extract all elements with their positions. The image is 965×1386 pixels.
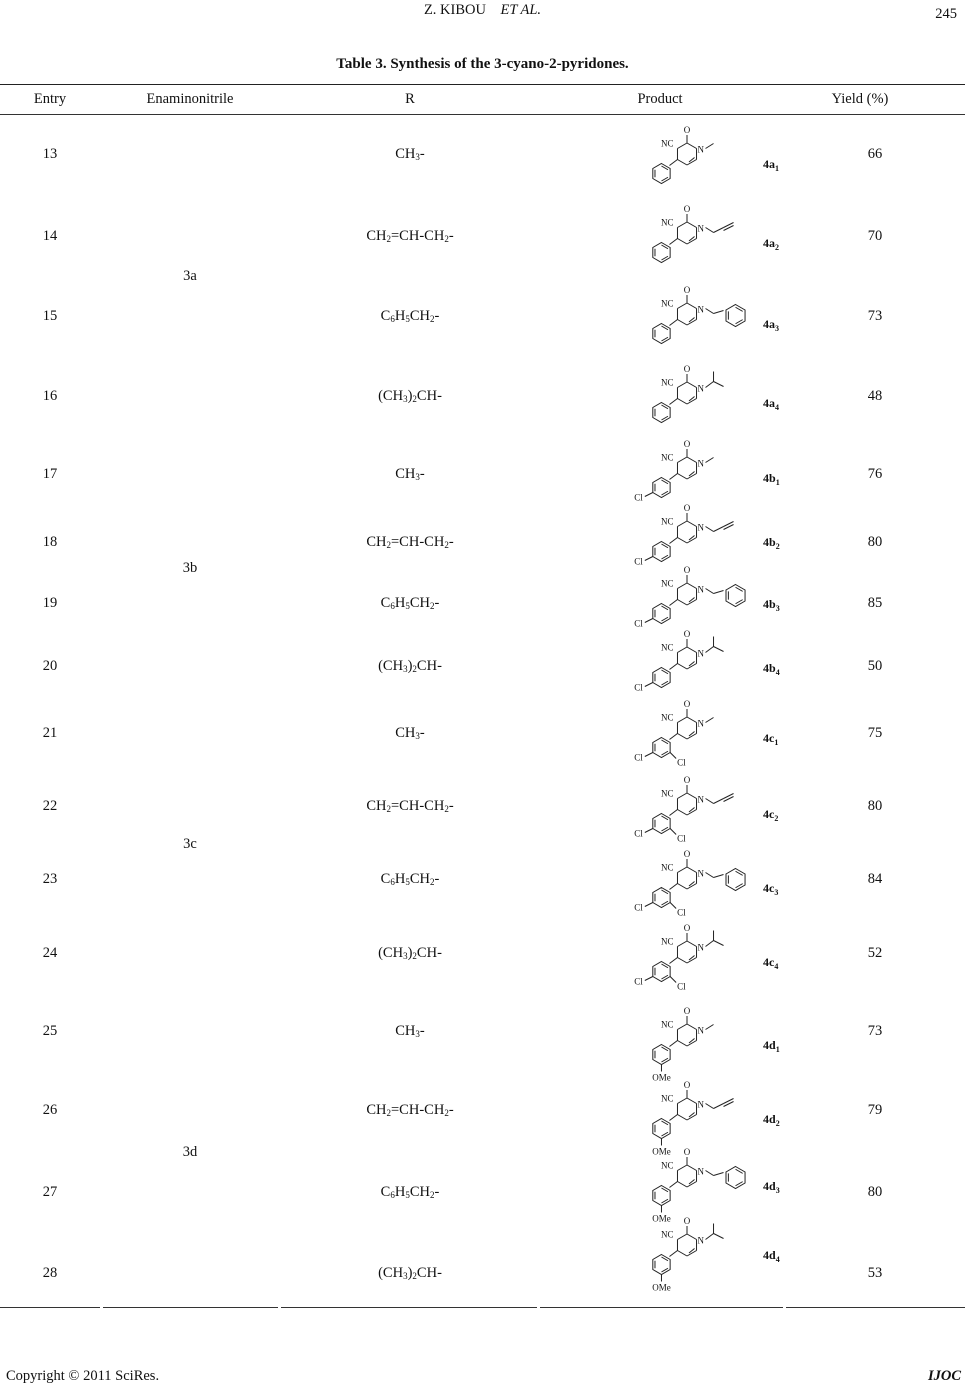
entry-cell: 15 bbox=[42, 308, 58, 324]
table-header-rule bbox=[0, 114, 965, 115]
ring-bond bbox=[687, 1098, 697, 1104]
ring-bond bbox=[677, 1098, 687, 1104]
ring-bond bbox=[677, 538, 687, 544]
yield-cell: 79 bbox=[867, 1102, 883, 1118]
compound-label: $4d_1$ bbox=[763, 1038, 780, 1054]
compound-label-subscript: 1 bbox=[774, 738, 779, 747]
nitrile-label: NC bbox=[660, 788, 674, 799]
nitrile-label: NC bbox=[660, 1093, 674, 1104]
product-structure bbox=[605, 560, 795, 632]
compound-label: $4b_3$ bbox=[763, 597, 780, 613]
compound-label-subscript: 2 bbox=[775, 1119, 780, 1128]
aryl-bond bbox=[669, 320, 677, 326]
nitrile-label: NC bbox=[660, 298, 674, 309]
yield-cell: 53 bbox=[867, 1265, 883, 1281]
r-group-cell: $CH_2=CH-CH_2-$ bbox=[366, 534, 454, 550]
ring-bond bbox=[677, 222, 687, 228]
enaminonitrile-cell: 3b bbox=[182, 560, 198, 576]
ring-bond bbox=[677, 583, 687, 589]
yield-cell: 50 bbox=[867, 658, 883, 674]
compound-label: $4b_4$ bbox=[763, 661, 780, 677]
nitrogen-atom-label: N bbox=[697, 794, 705, 805]
methoxy-label: OMe bbox=[652, 1146, 671, 1157]
ring-bond bbox=[677, 793, 687, 799]
compound-label-subscript: 3 bbox=[774, 888, 779, 897]
ring-bond bbox=[677, 1165, 687, 1171]
compound-label-subscript: 4 bbox=[775, 1255, 780, 1264]
isopropyl-bond bbox=[714, 647, 724, 652]
chlorine-atom-label: Cl bbox=[634, 492, 643, 503]
entry-cell: 27 bbox=[42, 1184, 58, 1200]
aryl-bond bbox=[669, 1041, 677, 1047]
chloro-bond bbox=[645, 903, 653, 907]
ring-bond bbox=[677, 143, 687, 149]
isopropyl-bond bbox=[706, 941, 714, 947]
compound-label: $4d_3$ bbox=[763, 1179, 780, 1195]
aryl-bond bbox=[669, 1251, 677, 1257]
ring-bond bbox=[677, 664, 687, 670]
r-group-cell: $CH_2=CH-CH_2-$ bbox=[366, 228, 454, 244]
ring-bond bbox=[677, 160, 687, 166]
chloro-bond bbox=[670, 977, 676, 983]
journal-name: IJOC bbox=[927, 1368, 961, 1384]
nitrogen-atom-label: N bbox=[697, 648, 705, 659]
methyl-bond bbox=[706, 144, 714, 149]
benzyl-bond bbox=[706, 589, 714, 594]
nitrile-label: NC bbox=[660, 1019, 674, 1030]
ring-bond bbox=[687, 303, 697, 309]
chloro-bond bbox=[645, 977, 653, 981]
compound-label: $4a_1$ bbox=[763, 157, 779, 173]
yield-cell: 76 bbox=[867, 466, 883, 482]
compound-label: $4a_3$ bbox=[763, 317, 779, 333]
ring-bond bbox=[677, 1234, 687, 1240]
oxygen-atom-label: O bbox=[683, 565, 691, 575]
enaminonitrile-cell: 3a bbox=[183, 268, 197, 284]
aryl-bond bbox=[669, 664, 677, 670]
nitrogen-atom-label: N bbox=[697, 383, 705, 394]
enaminonitrile-cell: 3c bbox=[183, 836, 197, 852]
r-group-cell: $CH_2=CH-CH_2-$ bbox=[366, 1102, 454, 1118]
oxygen-atom-label: O bbox=[683, 125, 691, 135]
r-group-cell: $C_6H_5CH_2-$ bbox=[380, 595, 440, 611]
nitrile-label: NC bbox=[660, 1229, 674, 1240]
nitrogen-atom-label: N bbox=[697, 1166, 705, 1177]
aryl-bond bbox=[669, 538, 677, 544]
compound-label-subscript: 4 bbox=[774, 962, 779, 971]
product-structure bbox=[605, 1211, 795, 1293]
ring-bond bbox=[677, 941, 687, 947]
nitrile-label: NC bbox=[660, 516, 674, 527]
nitrogen-atom-label: N bbox=[697, 584, 705, 595]
r-group-cell: $(CH_3)_2CH-$ bbox=[378, 658, 442, 674]
product-structure bbox=[605, 844, 795, 916]
ring-bond bbox=[677, 1251, 687, 1257]
aryl-bond bbox=[669, 600, 677, 606]
isopropyl-bond bbox=[714, 1234, 724, 1239]
oxygen-atom-label: O bbox=[683, 629, 691, 639]
compound-label-subscript: 1 bbox=[775, 164, 779, 173]
entry-cell: 18 bbox=[42, 534, 58, 550]
oxygen-atom-label: O bbox=[683, 923, 691, 933]
yield-cell: 70 bbox=[867, 228, 883, 244]
nitrogen-atom-label: N bbox=[697, 223, 705, 234]
nitrogen-atom-label: N bbox=[697, 942, 705, 953]
col-header-yield: Yield (%) bbox=[831, 91, 889, 107]
ring-bond bbox=[677, 1115, 687, 1121]
methyl-bond bbox=[706, 458, 714, 463]
methyl-bond bbox=[706, 1025, 714, 1030]
yield-cell: 48 bbox=[867, 388, 883, 404]
nitrogen-atom-label: N bbox=[697, 1025, 705, 1036]
allyl-bond bbox=[714, 527, 724, 532]
isopropyl-bond bbox=[706, 647, 714, 653]
entry-cell: 19 bbox=[42, 595, 58, 611]
ring-bond bbox=[687, 1234, 697, 1240]
yield-cell: 80 bbox=[867, 1184, 883, 1200]
table-bottom-rule bbox=[103, 1307, 278, 1308]
chlorine-atom-label: Cl bbox=[634, 902, 643, 913]
compound-label-subscript: 3 bbox=[775, 324, 779, 333]
col-header-entry: Entry bbox=[33, 91, 67, 107]
benzyl-bond bbox=[706, 873, 714, 878]
nitrogen-atom-label: N bbox=[697, 144, 705, 155]
compound-label: $4c_1$ bbox=[763, 731, 779, 747]
enaminonitrile-cell: 3d bbox=[182, 1144, 198, 1160]
yield-cell: 52 bbox=[867, 945, 883, 961]
ring-bond bbox=[687, 222, 697, 228]
aryl-bond bbox=[669, 239, 677, 245]
entry-cell: 24 bbox=[42, 945, 58, 961]
compound-label: $4d_2$ bbox=[763, 1112, 780, 1128]
benzyl-bond bbox=[714, 311, 724, 314]
benzyl-bond bbox=[714, 1173, 724, 1176]
isopropyl-bond bbox=[714, 382, 724, 387]
ring-bond bbox=[677, 457, 687, 463]
nitrile-label: NC bbox=[660, 862, 674, 873]
nitrile-label: NC bbox=[660, 936, 674, 947]
ring-bond bbox=[687, 793, 697, 799]
ring-bond bbox=[687, 457, 697, 463]
nitrogen-atom-label: N bbox=[697, 1099, 705, 1110]
chloro-bond bbox=[645, 493, 653, 497]
chlorine-atom-label: Cl bbox=[634, 976, 643, 987]
chloro-bond bbox=[670, 903, 676, 909]
aryl-bond bbox=[669, 1115, 677, 1121]
compound-label-subscript: 1 bbox=[775, 478, 780, 487]
entry-cell: 28 bbox=[42, 1265, 58, 1281]
ring-bond bbox=[687, 521, 697, 527]
product-structure bbox=[605, 120, 795, 192]
nitrogen-atom-label: N bbox=[697, 458, 705, 469]
r-group-cell: $C_6H_5CH_2-$ bbox=[380, 871, 440, 887]
product-structure bbox=[605, 359, 795, 431]
oxygen-atom-label: O bbox=[683, 1080, 691, 1090]
ring-bond bbox=[677, 884, 687, 890]
oxygen-atom-label: O bbox=[683, 204, 691, 214]
allyl-bond bbox=[706, 799, 714, 804]
oxygen-atom-label: O bbox=[683, 849, 691, 859]
yield-cell: 73 bbox=[867, 1023, 883, 1039]
aryl-bond bbox=[669, 734, 677, 740]
entry-cell: 25 bbox=[42, 1023, 58, 1039]
nitrogen-atom-label: N bbox=[697, 522, 705, 533]
oxygen-atom-label: O bbox=[683, 285, 691, 295]
chlorine-atom-label: Cl bbox=[677, 757, 686, 768]
compound-label-subscript: 2 bbox=[774, 814, 779, 823]
chlorine-atom-label: Cl bbox=[634, 556, 643, 567]
isopropyl-bond bbox=[714, 941, 724, 946]
compound-label: $4a_2$ bbox=[763, 236, 779, 252]
compound-label-subscript: 3 bbox=[775, 604, 780, 613]
nitrile-label: NC bbox=[660, 1160, 674, 1171]
yield-cell: 85 bbox=[867, 595, 883, 611]
product-structure bbox=[605, 770, 795, 842]
nitrile-label: NC bbox=[660, 578, 674, 589]
yield-cell: 80 bbox=[867, 534, 883, 550]
product-structure bbox=[605, 199, 795, 271]
allyl-bond bbox=[714, 228, 724, 233]
product-structure bbox=[605, 280, 795, 352]
aryl-bond bbox=[669, 160, 677, 166]
compound-label-subscript: 4 bbox=[775, 668, 780, 677]
isopropyl-bond bbox=[706, 382, 714, 388]
nitrile-label: NC bbox=[660, 642, 674, 653]
ring-bond bbox=[677, 474, 687, 480]
entry-cell: 21 bbox=[42, 725, 58, 741]
r-group-cell: $CH_3-$ bbox=[395, 1023, 425, 1039]
ring-bond bbox=[687, 1024, 697, 1030]
copyright-notice: Copyright © 2011 SciRes. bbox=[6, 1368, 160, 1384]
compound-label-subscript: 2 bbox=[775, 542, 780, 551]
ring-bond bbox=[687, 143, 697, 149]
chlorine-atom-label: Cl bbox=[634, 618, 643, 629]
ring-bond bbox=[677, 958, 687, 964]
methoxy-label: OMe bbox=[652, 1213, 671, 1224]
methoxy-label: OMe bbox=[652, 1282, 671, 1293]
chlorine-atom-label: Cl bbox=[677, 981, 686, 992]
chloro-bond bbox=[645, 683, 653, 687]
table-top-rule bbox=[0, 84, 965, 85]
nitrile-label: NC bbox=[660, 138, 674, 149]
nitrile-label: NC bbox=[660, 452, 674, 463]
ring-bond bbox=[687, 583, 697, 589]
benzyl-bond bbox=[706, 1171, 714, 1176]
chlorine-atom-label: Cl bbox=[677, 833, 686, 844]
product-structure bbox=[605, 694, 795, 766]
compound-label: $4d_4$ bbox=[763, 1248, 780, 1264]
nitrogen-atom-label: N bbox=[697, 304, 705, 315]
compound-label-subscript: 4 bbox=[775, 403, 779, 412]
ring-bond bbox=[677, 717, 687, 723]
ring-bond bbox=[677, 1182, 687, 1188]
benzyl-bond bbox=[706, 309, 714, 314]
ring-bond bbox=[677, 1041, 687, 1047]
ring-bond bbox=[677, 1024, 687, 1030]
ring-bond bbox=[677, 734, 687, 740]
oxygen-atom-label: O bbox=[683, 699, 691, 709]
entry-cell: 13 bbox=[42, 146, 58, 162]
nitrogen-atom-label: N bbox=[697, 718, 705, 729]
ring-bond bbox=[677, 600, 687, 606]
ring-bond bbox=[677, 239, 687, 245]
ring-bond bbox=[687, 717, 697, 723]
table-caption: Table 3. Synthesis of the 3-cyano-2-pyridones. bbox=[336, 56, 629, 72]
yield-cell: 73 bbox=[867, 308, 883, 324]
product-structure bbox=[605, 1142, 795, 1224]
aryl-bond bbox=[669, 399, 677, 405]
compound-label: $4c_2$ bbox=[763, 807, 779, 823]
compound-label: $4a_4$ bbox=[763, 396, 779, 412]
chlorine-atom-label: Cl bbox=[634, 752, 643, 763]
allyl-bond bbox=[714, 1104, 724, 1109]
oxygen-atom-label: O bbox=[683, 1216, 691, 1226]
col-header-enaminonitrile: Enaminonitrile bbox=[146, 91, 234, 107]
nitrile-label: NC bbox=[660, 217, 674, 228]
ring-bond bbox=[687, 941, 697, 947]
ring-bond bbox=[677, 810, 687, 816]
product-structure bbox=[605, 918, 795, 990]
compound-label-subscript: 2 bbox=[775, 243, 779, 252]
chlorine-atom-label: Cl bbox=[634, 828, 643, 839]
compound-label: $4b_2$ bbox=[763, 535, 780, 551]
entry-cell: 26 bbox=[42, 1102, 58, 1118]
compound-label-subscript: 1 bbox=[775, 1045, 780, 1054]
table-bottom-rule bbox=[281, 1307, 537, 1308]
compound-label: $4c_3$ bbox=[763, 881, 779, 897]
yield-cell: 75 bbox=[867, 725, 883, 741]
table-bottom-rule bbox=[786, 1307, 965, 1308]
col-header-r: R bbox=[405, 91, 415, 107]
ring-bond bbox=[687, 382, 697, 388]
aryl-bond bbox=[669, 474, 677, 480]
oxygen-atom-label: O bbox=[683, 364, 691, 374]
product-structure bbox=[605, 624, 795, 696]
r-group-cell: $(CH_3)_2CH-$ bbox=[378, 388, 442, 404]
ring-bond bbox=[677, 521, 687, 527]
product-structure bbox=[605, 434, 795, 506]
nitrile-label: NC bbox=[660, 712, 674, 723]
chlorine-atom-label: Cl bbox=[677, 907, 686, 918]
aryl-bond bbox=[669, 884, 677, 890]
r-group-cell: $C_6H_5CH_2-$ bbox=[380, 1184, 440, 1200]
ring-bond bbox=[677, 399, 687, 405]
chlorine-atom-label: Cl bbox=[634, 682, 643, 693]
compound-label: $4b_1$ bbox=[763, 471, 780, 487]
product-structure bbox=[605, 1072, 795, 1157]
page-number: 245 bbox=[935, 6, 957, 22]
nitrogen-atom-label: N bbox=[697, 868, 705, 879]
allyl-bond bbox=[706, 228, 714, 233]
ring-bond bbox=[677, 382, 687, 388]
allyl-bond bbox=[706, 1104, 714, 1109]
nitrogen-atom-label: N bbox=[697, 1235, 705, 1246]
aryl-bond bbox=[669, 1182, 677, 1188]
r-group-cell: $(CH_3)_2CH-$ bbox=[378, 1265, 442, 1281]
compound-label-subscript: 3 bbox=[775, 1186, 780, 1195]
oxygen-atom-label: O bbox=[683, 775, 691, 785]
r-group-cell: $CH_3-$ bbox=[395, 466, 425, 482]
entry-cell: 22 bbox=[42, 798, 58, 814]
r-group-cell: $CH_3-$ bbox=[395, 146, 425, 162]
ring-bond bbox=[687, 867, 697, 873]
entry-cell: 16 bbox=[42, 388, 58, 404]
aryl-bond bbox=[669, 958, 677, 964]
col-header-product: Product bbox=[637, 91, 683, 107]
chloro-bond bbox=[645, 619, 653, 623]
r-group-cell: $(CH_3)_2CH-$ bbox=[378, 945, 442, 961]
product-structure bbox=[605, 1001, 795, 1083]
chloro-bond bbox=[670, 829, 676, 835]
running-author: Z. KIBOU ET AL. bbox=[423, 2, 542, 18]
r-group-cell: $C_6H_5CH_2-$ bbox=[380, 308, 440, 324]
r-group-cell: $CH_3-$ bbox=[395, 725, 425, 741]
ring-bond bbox=[687, 1165, 697, 1171]
methyl-bond bbox=[706, 718, 714, 723]
allyl-bond bbox=[714, 799, 724, 804]
oxygen-atom-label: O bbox=[683, 439, 691, 449]
entry-cell: 20 bbox=[42, 658, 58, 674]
isopropyl-bond bbox=[706, 1234, 714, 1240]
ring-bond bbox=[677, 303, 687, 309]
benzyl-bond bbox=[714, 875, 724, 878]
r-group-cell: $CH_2=CH-CH_2-$ bbox=[366, 798, 454, 814]
ring-bond bbox=[687, 647, 697, 653]
chloro-bond bbox=[645, 829, 653, 833]
chloro-bond bbox=[645, 753, 653, 757]
ring-bond bbox=[677, 867, 687, 873]
compound-label: $4c_4$ bbox=[763, 955, 779, 971]
table-bottom-rule bbox=[0, 1307, 100, 1308]
chloro-bond bbox=[670, 753, 676, 759]
oxygen-atom-label: O bbox=[683, 1006, 691, 1016]
nitrile-label: NC bbox=[660, 377, 674, 388]
table-bottom-rule bbox=[540, 1307, 783, 1308]
methoxy-label: OMe bbox=[652, 1072, 671, 1083]
entry-cell: 23 bbox=[42, 871, 58, 887]
allyl-bond bbox=[706, 527, 714, 532]
yield-cell: 66 bbox=[867, 146, 883, 162]
oxygen-atom-label: O bbox=[683, 503, 691, 513]
benzyl-bond bbox=[714, 591, 724, 594]
ring-bond bbox=[677, 647, 687, 653]
entry-cell: 14 bbox=[42, 228, 58, 244]
entry-cell: 17 bbox=[42, 466, 58, 482]
yield-cell: 80 bbox=[867, 798, 883, 814]
yield-cell: 84 bbox=[867, 871, 883, 887]
oxygen-atom-label: O bbox=[683, 1147, 691, 1157]
ring-bond bbox=[677, 320, 687, 326]
aryl-bond bbox=[669, 810, 677, 816]
